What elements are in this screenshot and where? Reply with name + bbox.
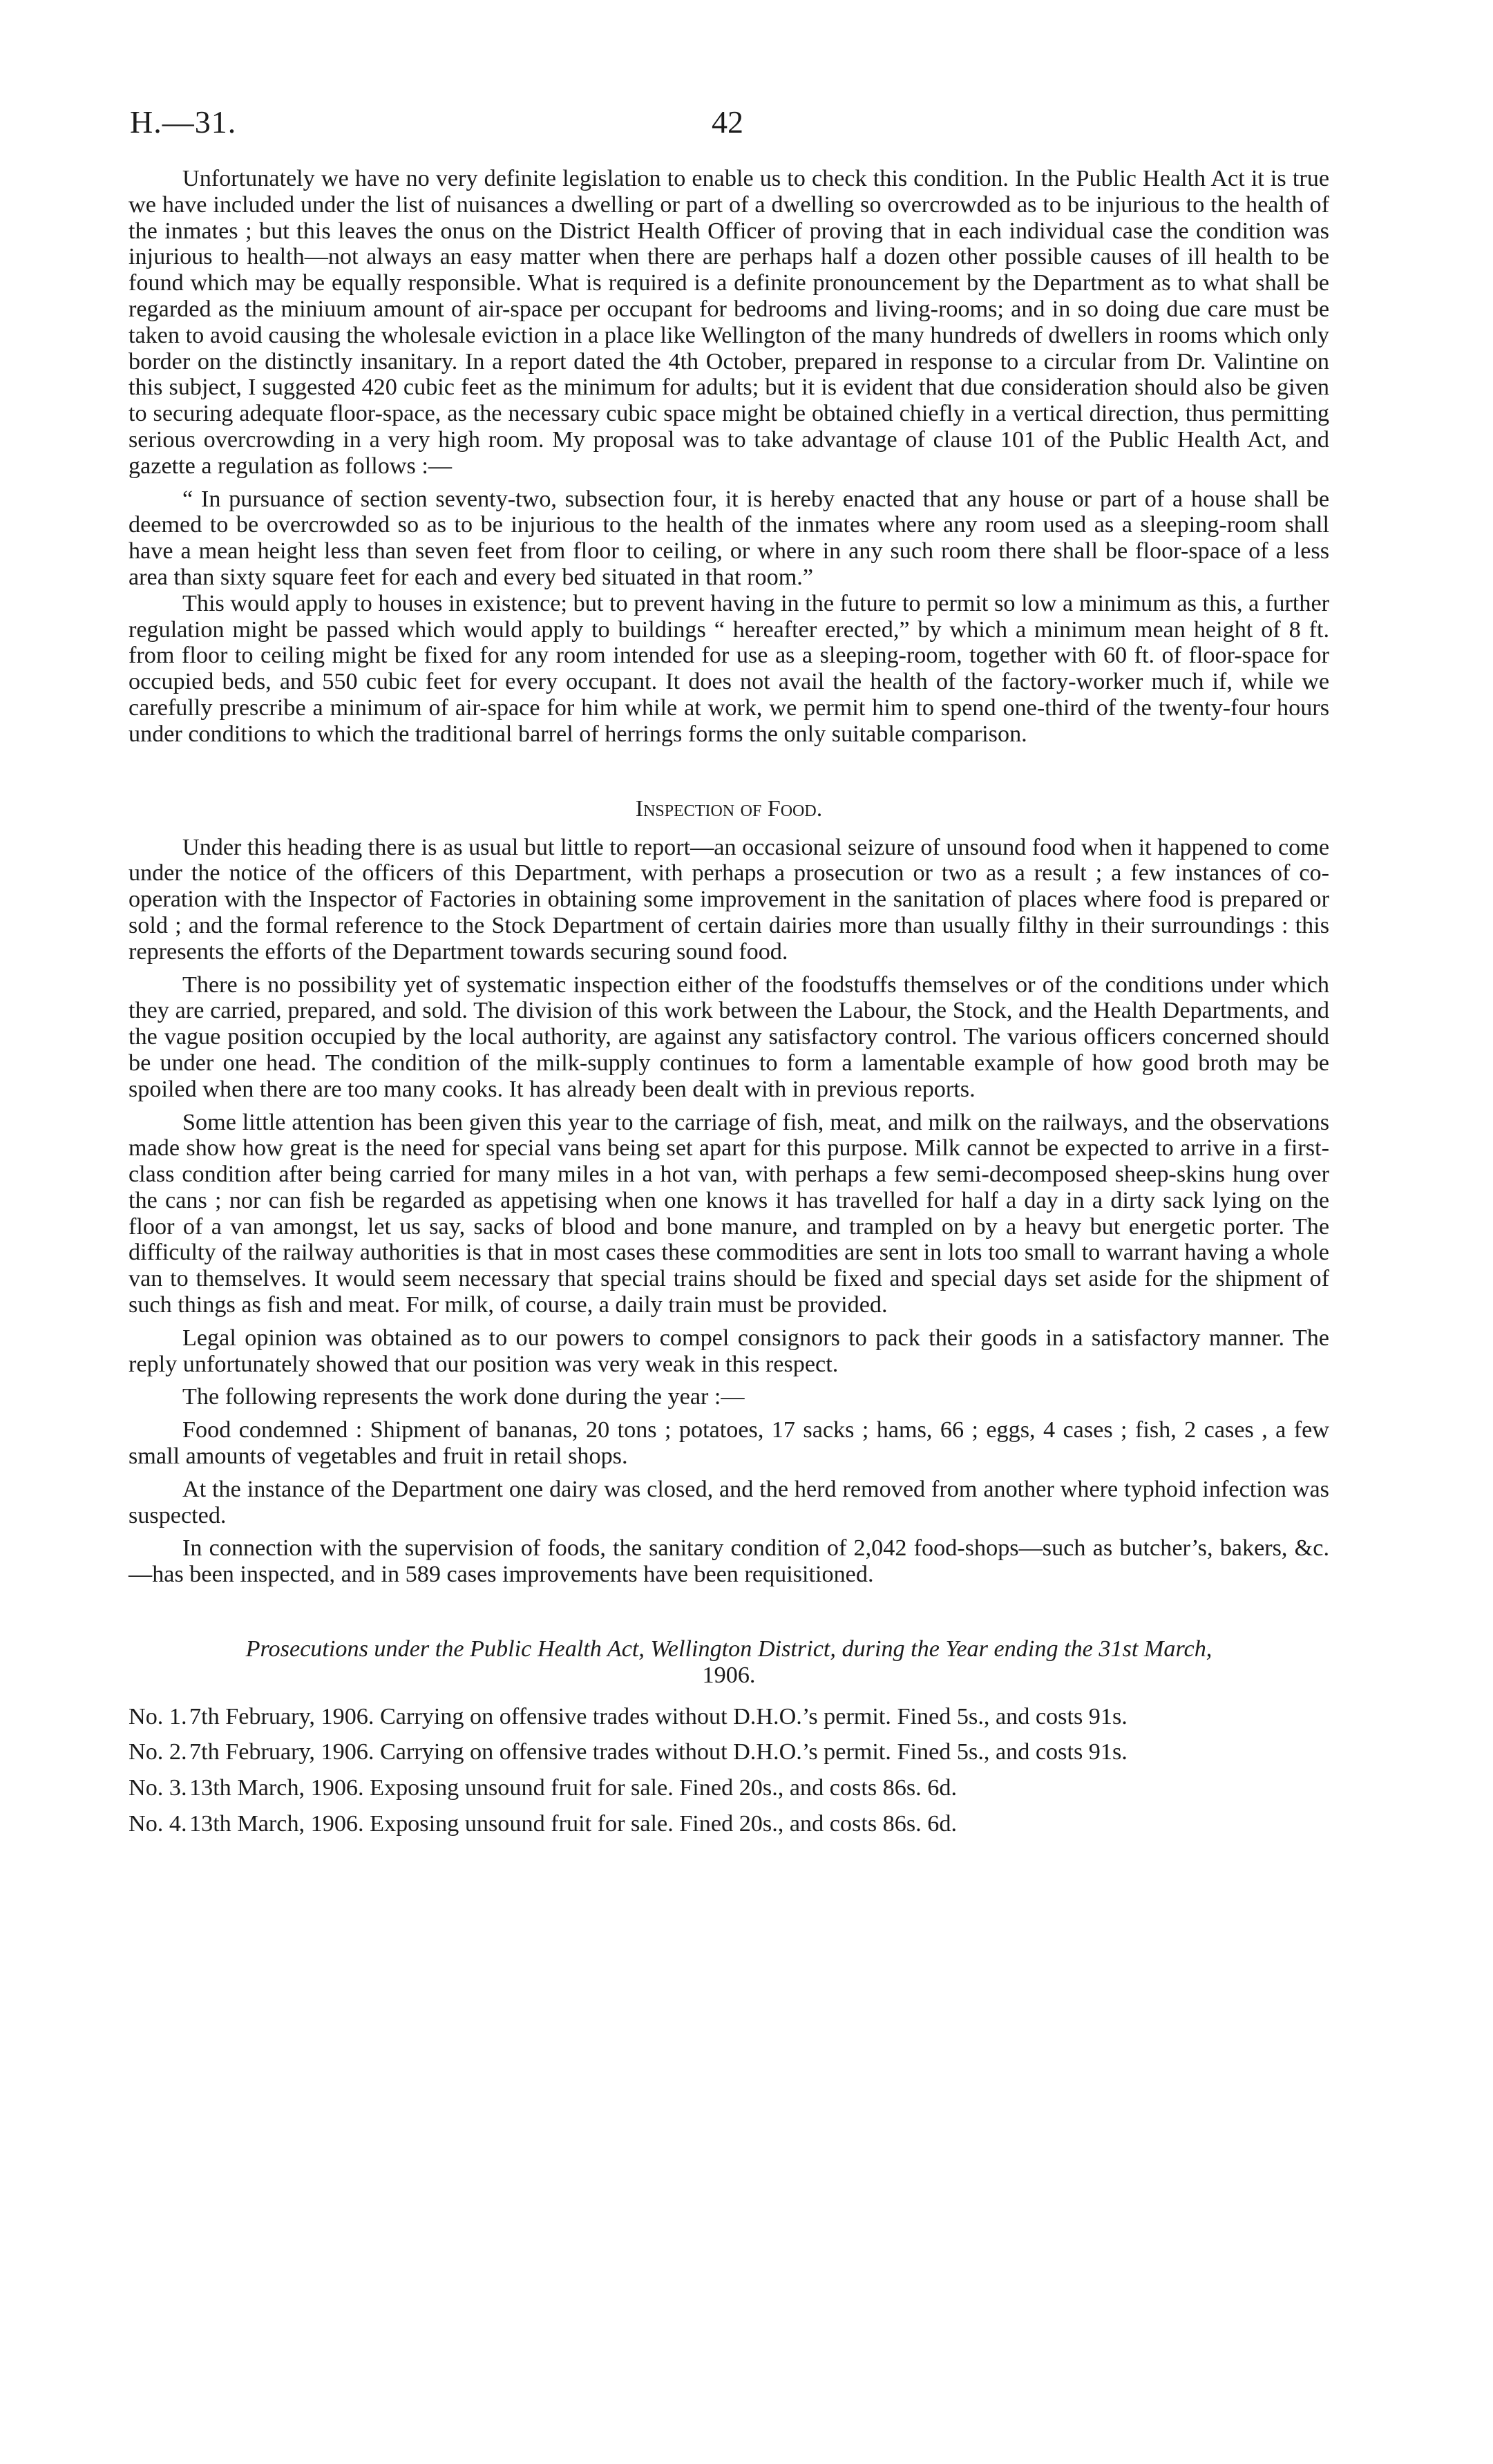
paragraph-dairy-closed: At the instance of the Department one dairy was closed, and the herd removed from another where typhoid infection was suspected. [129,1476,1329,1528]
paragraph-food-shops: In connection with the supervision of foods, the sanitary condition of 2,042 food-shops—such as butcher’s, bakers, &c.—has been inspected, and in 589 cases improvements have been requisitioned. [129,1535,1329,1588]
paragraph-legal-opinion: Legal opinion was obtained as to our powers to compel consignors to pack their goods in a satisfactory manner. The reply unfortunately showed that our position was very weak in this respect. [129,1325,1329,1377]
paragraph-future-regulation: This would apply to houses in existence; but to prevent having in the future to permit so low a minimum as this, a further regulation might be passed which would apply to buildings “ hereafter erected,” by which a minimum mean height of 8 ft. from floor to ceiling might be fixed for any room intended for use as a sleeping-room, together with 60 ft. of floor-space for occupied beds, and 550 cubic feet for every occupant. It does not avail the health of the factory-worker much if, while we carefully prescribe a minimum of air-space for him while at work, we permit him to spend one-third of the twenty-four hours under conditions to which the traditional barrel of herrings forms the only suitable comparison. [129,590,1329,747]
case-text: 7th February, 1906. Carrying on offensive trades without D.H.O.’s permit. Fined 5s., and costs 91s. [189,1739,1128,1765]
paragraph-overcrowding: Unfortunately we have no very definite legislation to enable us to check this condition. In the Public Health Act it is true we have included under the list of nuisances a dwelling or part of a dwelling so overcrowded as to be injurious to the health of the inmates ; but this leaves the onus on the District Health Officer of proving that in each individual case the condition was injurious to health—not always an easy matter when there are perhaps half a dozen other possible causes of ill health to be found which may be equally responsible. What is required is a definite pronouncement by the Department as to what shall be regarded as the miniuum amount of air-space per occupant for bedrooms and living-rooms; and in so doing due care must be taken to avoid causing the wholesale eviction in a place like Wellington of the many hundreds of dwellers in rooms which only border on the distinctly insanitary. In a report dated the 4th October, prepared in response to a circular from Dr. Valintine on this subject, I suggested 420 cubic feet as the minimum for adults; but it is evident that due consideration should also be given to securing adequate floor-space, as the necessary cubic space might be obtained chiefly in a vertical direction, thus permitting serious overcrowding in a very high room. My proposal was to take advantage of clause 101 of the Public Health Act, and gazette a regulation as follows :— [129,166,1329,479]
case-number: No. 2. [129,1739,187,1765]
paragraph-food-inspection: There is no possibility yet of systematic inspection either of the foodstuffs themselves or of the conditions under which they are carried, prepared, and sold. The division of this work between the Labour, the Stock, and the Health Departments, and the vague position occupied by the local authority, are against any satisfactory control. The various officers concerned should be under one head. The condition of the milk-supply continues to form a lamentable example of how good broth may be spoiled when there are too many cooks. It has already been dealt with in previous reports. [129,972,1329,1102]
prosecution-case [129,1704,1329,1730]
paragraph-railway-carriage: Some little attention has been given this year to the carriage of fish, meat, and milk on the railways, and the observations made show how great is the need for special vans being set apart for this purpose. Milk cannot be expected to arrive in a first-class condition after being carried for many miles in a hot van, with perhaps a few semi-decomposed sheep-skins hung over the cans ; nor can fish be regarded as appetising when one knows it has travelled for half a day in a dirty sack lying on the floor of a van amongst, let us say, sacks of blood and bone manure, and trampled on by a heavy but energetic porter. The difficulty of the railway authorities is that in most cases these commodities are sent in lots too small to warrant having a whole van to themselves. It would seem necessary that special trains should be fixed and special days set aside for the shipment of such things as fish and meat. For milk, of course, a daily train must be provided. [129,1109,1329,1318]
case-number: No. 3. [129,1775,187,1801]
prosecution-case [129,1739,1329,1765]
prosecutions-title-text: Prosecutions under the Public Health Act, Wellington District, during the Year ending the 31st March, [245,1636,1213,1662]
paragraph-regulation-quote: “ In pursuance of section seventy-two, subsection four, it is hereby enacted that any house or part of a house shall be deemed to be overcrowded so as to be injurious to the health of the inmates where any room used as a sleeping-room shall have a mean height less than seven feet from floor to ceiling, or where in any such room there shall be floor-space of a less area than sixty square feet for each and every bed situated in that room.” [129,486,1329,590]
prosecutions-title [129,1636,1329,1689]
case-text: 13th March, 1906. Exposing unsound fruit for sale. Fined 20s., and costs 86s. 6d. [189,1775,957,1801]
prosecution-case [129,1811,1329,1837]
case-number: No. 4. [129,1811,187,1837]
case-text: 7th February, 1906. Carrying on offensive trades without D.H.O.’s permit. Fined 5s., and costs 91s. [189,1703,1128,1729]
paragraph-food-intro: Under this heading there is as usual but little to report—an occasional seizure of unsound food when it happened to come under the notice of the officers of this Department, with perhaps a prosecution or two as a result ; a few instances of co-operation with the Inspector of Factories in obtaining some improvement in the sanitation of places where food is prepared or sold ; and the formal reference to the Stock Department of certain dairies more than usually filthy in their surroundings : this represents the efforts of the Department towards securing sound food. [129,834,1329,965]
case-text: 13th March, 1906. Exposing unsound fruit for sale. Fined 20s., and costs 86s. 6d. [189,1811,957,1837]
page-body [129,166,1329,1847]
prosecutions-title-year: 1906. [702,1662,756,1688]
case-number: No. 1. [129,1703,187,1729]
page-number: 42 [712,104,743,140]
section-heading: Inspection of Food. [635,795,823,822]
document-code: H.—31. [130,104,237,140]
paragraph-food-condemned: Food condemned : Shipment of bananas, 20 tons ; potatoes, 17 sacks ; hams, 66 ; eggs, 4 cases ; fish, 2 cases , a few small amounts of vegetables and fruit in retail shops. [129,1417,1329,1470]
prosecution-case [129,1775,1329,1801]
paragraph-work-done: The following represents the work done during the year :— [182,1384,745,1410]
